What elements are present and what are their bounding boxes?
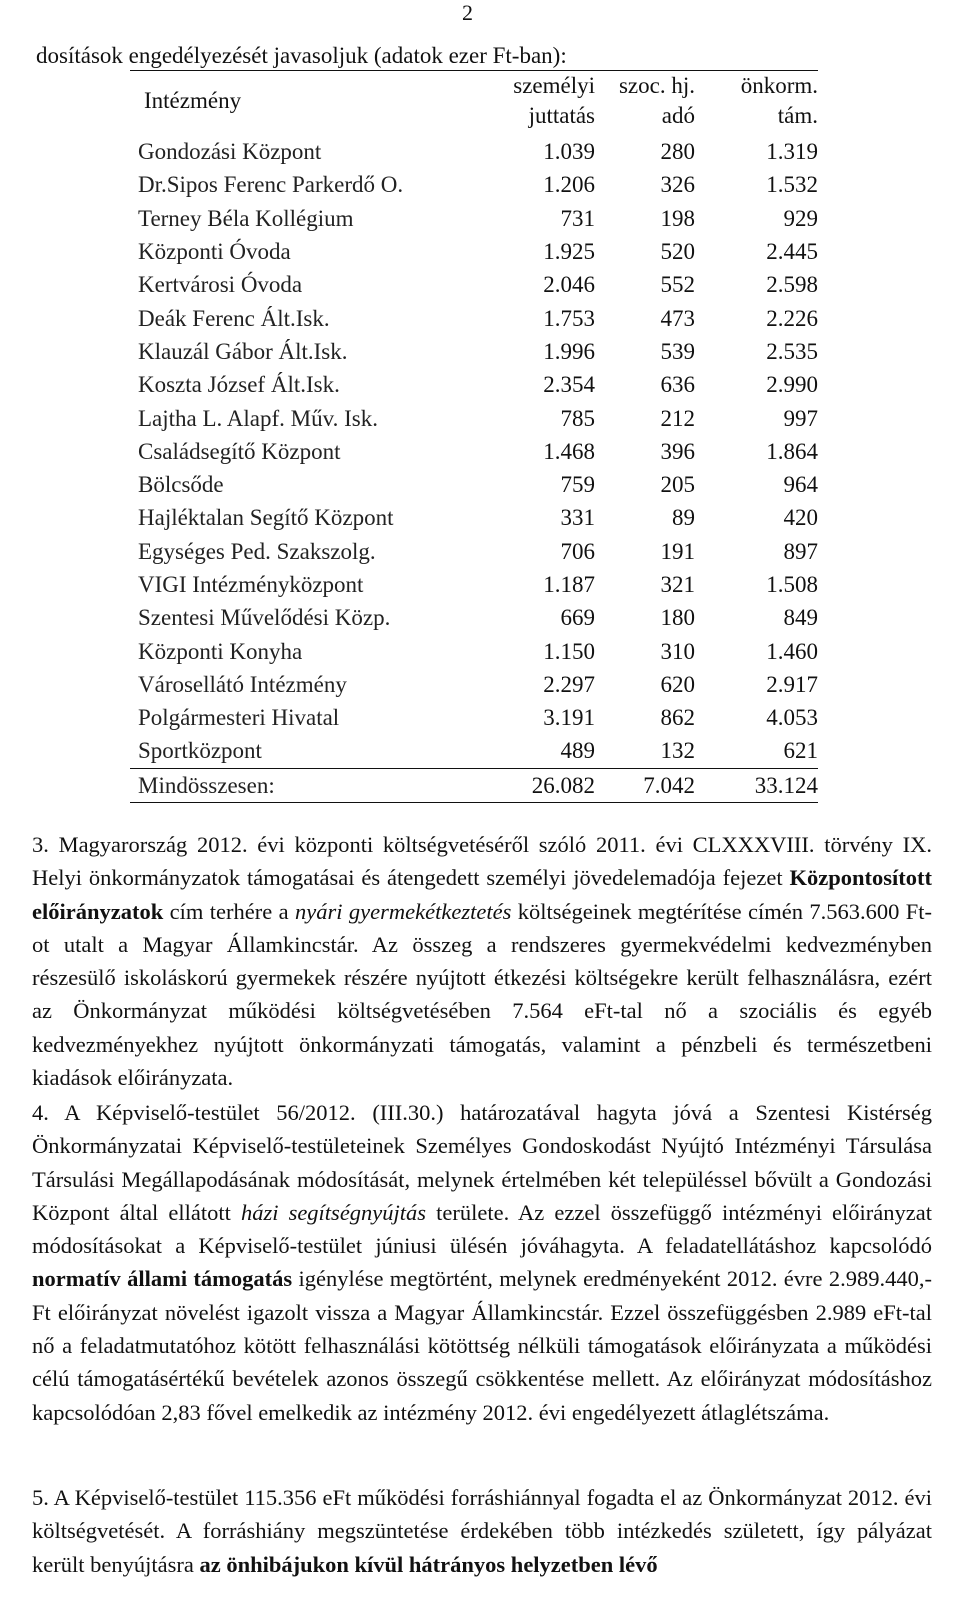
row-social-tax: 539: [660, 338, 695, 364]
table-row: [130, 501, 818, 534]
row-social-tax: 321: [660, 572, 695, 597]
row-municipal: 997: [783, 405, 818, 431]
row-municipal: 1.864: [766, 438, 818, 464]
row-municipal: 1.460: [766, 638, 818, 664]
row-municipal: 2.535: [766, 338, 818, 364]
total-label: Mindösszesen:: [130, 768, 498, 802]
row-personal: 3.191: [543, 705, 595, 731]
row-name: Központi Konyha: [138, 638, 303, 664]
section-4-paragraph: [32, 1096, 932, 1429]
row-personal: 1.468: [543, 438, 595, 464]
row-personal: 785: [560, 405, 595, 431]
row-municipal: 1.532: [766, 172, 818, 198]
row-name: Polgármesteri Hivatal: [138, 705, 340, 731]
section-4-text-1: 4. A Képviselő-testület 56/2012. (III.30.) határozatával hagyta jóvá a Szentesi Kistérség Önkormányzatai Képviselő-testületeinek Személyes Gondoskodást Nyújtó Intézményi Társulása Társulási Megállapodásának módosítását, melynek értelmében két településsel bővült a Gondozási Központ által ellátott: [32, 1100, 932, 1225]
section-5-paragraph: [32, 1481, 932, 1581]
table-row: [130, 734, 818, 768]
table-row: [130, 568, 818, 601]
header-municipal-support-line2: tám.: [777, 103, 818, 128]
row-social-tax: 205: [660, 472, 695, 498]
header-social-tax-line1: szoc. hj.: [618, 73, 695, 98]
row-name: Gondozási Központ: [138, 139, 322, 165]
table-row: [130, 301, 818, 334]
table-row: [130, 131, 818, 168]
row-social-tax: 396: [660, 438, 695, 464]
row-municipal: 964: [783, 472, 818, 498]
row-municipal: 1.508: [766, 572, 818, 597]
row-name: Központi Óvoda: [138, 239, 291, 265]
intro-text: dosítások engedélyezését javasoljuk (adatok ezer Ft-ban):: [36, 43, 567, 68]
row-personal: 706: [560, 538, 595, 564]
row-name: Lajtha L. Alapf. Műv. Isk.: [138, 405, 378, 431]
row-name: Hajléktalan Segítő Központ: [138, 505, 394, 531]
row-personal: 1.996: [543, 338, 595, 364]
table-row: [130, 335, 818, 368]
row-personal: 1.150: [543, 638, 595, 664]
row-social-tax: 180: [660, 605, 695, 631]
table-row: [130, 168, 818, 201]
row-municipal: 849: [783, 605, 818, 631]
table-row: [130, 235, 818, 268]
row-social-tax: 326: [660, 172, 695, 198]
row-municipal: 4.053: [766, 705, 818, 731]
header-personal-benefits: [498, 71, 595, 132]
row-social-tax: 552: [660, 272, 695, 298]
table-row: [130, 668, 818, 701]
row-name: Városellátó Intézmény: [138, 671, 347, 697]
row-social-tax: 191: [660, 538, 695, 564]
row-personal: 731: [560, 205, 595, 231]
section-4-text-3: igénylése megtörtént, melynek eredményeként 2012. évre 2.989.440,- Ft előirányzat növelést igazolt vissza a Magyar Államkincstár. Ezzel összefüggésben 2.989 eFt-tal nő a feladatmutatóhoz kötött felhasználási kötöttség nélküli támogatások előirányzata a működési célú támogatásértékű bevételek azonos összegű csökkentése mellett. Az előirányzat módosításhoz kapcsolódóan 2,83 fővel emelkedik az intézmény 2012. évi engedélyezett átlaglétszáma.: [32, 1266, 932, 1425]
table-total-row: [130, 768, 818, 802]
section-3-text-1: 3. Magyarország 2012. évi központi költségvetéséről szóló 2011. évi CLXXXVIII. törvény IX. Helyi önkormányzatok támogatásai és átengedett személyi jövedelemadója fejezet: [32, 832, 932, 891]
row-name: Koszta József Ált.Isk.: [138, 372, 340, 398]
row-social-tax: 473: [660, 305, 695, 331]
row-personal: 759: [560, 472, 595, 498]
header-municipal-support: [695, 71, 818, 132]
row-social-tax: 280: [660, 139, 695, 165]
page-number: 2: [462, 0, 473, 25]
row-personal: 1.206: [543, 172, 595, 198]
row-personal: 1.039: [543, 139, 595, 165]
section-3-paragraph: [32, 828, 932, 1094]
row-municipal: 2.990: [766, 372, 818, 398]
header-social-tax: [595, 71, 695, 132]
row-name: Deák Ferenc Ált.Isk.: [138, 305, 330, 331]
row-personal: 2.297: [543, 671, 595, 697]
row-municipal: 2.226: [766, 305, 818, 331]
total-personal: 26.082: [498, 768, 595, 802]
row-personal: 1.925: [543, 239, 595, 265]
row-name: Bölcsőde: [138, 472, 224, 498]
table-row: [130, 435, 818, 468]
section-4-bold-1: normatív állami támogatás: [32, 1266, 293, 1292]
row-name: Klauzál Gábor Ált.Isk.: [138, 338, 348, 364]
row-social-tax: 620: [660, 671, 695, 697]
header-personal-benefits-line2: juttatás: [528, 103, 595, 128]
row-name: Terney Béla Kollégium: [138, 205, 354, 231]
budget-table: [130, 70, 818, 803]
row-name: VIGI Intézményközpont: [138, 572, 364, 597]
table-row: [130, 634, 818, 667]
row-personal: 2.354: [543, 372, 595, 398]
row-name: Dr.Sipos Ferenc Parkerdő O.: [138, 172, 404, 198]
row-name: Sportközpont: [138, 738, 262, 764]
header-institution: Intézmény: [130, 71, 498, 132]
section-5-text-1: 5. A Képviselő-testület 115.356 eFt működési forráshiánnyal fogadta el az Önkormányzat 2012. évi költségvetését. A forráshiány megszüntetése érdekében több intézkedés született, így pályázat került benyújtásra: [32, 1485, 932, 1577]
section-5-bold-1: az önhibájukon kívül hátrányos helyzetben lévő: [199, 1551, 658, 1577]
row-social-tax: 862: [660, 705, 695, 731]
header-social-tax-line2: adó: [661, 103, 695, 128]
row-name: Családsegítő Központ: [138, 438, 341, 464]
row-personal: 1.187: [543, 572, 595, 597]
table-row: [130, 268, 818, 301]
total-social-tax: 7.042: [595, 768, 695, 802]
table-header-row: [130, 71, 818, 132]
row-personal: 1.753: [543, 305, 595, 331]
row-name: Szentesi Művelődési Közp.: [138, 605, 391, 631]
row-personal: 331: [560, 505, 595, 531]
row-personal: 2.046: [543, 272, 595, 298]
row-social-tax: 310: [660, 638, 695, 664]
header-personal-benefits-line1: személyi: [513, 73, 595, 98]
section-3-bold-1: Központosított előirányzatok: [32, 865, 932, 924]
row-municipal: 2.445: [766, 239, 818, 265]
row-social-tax: 89: [672, 505, 695, 531]
section-3-text-2: cím terhére a: [163, 898, 296, 924]
row-municipal: 621: [783, 738, 818, 764]
table-row: [130, 468, 818, 501]
header-municipal-support-line1: önkorm.: [740, 73, 818, 98]
total-municipal: 33.124: [695, 768, 818, 802]
row-personal: 489: [560, 738, 595, 764]
table-row: [130, 701, 818, 734]
row-name: Egységes Ped. Szakszolg.: [138, 538, 376, 564]
section-4-text-2: területe. Az ezzel összefüggő intézményi előirányzat módosításokat a Képviselő-testület júniusi ülésén jóváhagyta. A feladatellátáshoz kapcsolódó: [32, 1199, 932, 1259]
row-name: Kertvárosi Óvoda: [138, 272, 303, 298]
table-row: [130, 202, 818, 235]
table-row: [130, 368, 818, 401]
section-3-italic-1: nyári gyermekétkeztetés: [295, 898, 512, 924]
table-row: [130, 535, 818, 568]
row-personal: 669: [560, 605, 595, 631]
row-social-tax: 132: [660, 738, 695, 764]
row-social-tax: 520: [660, 239, 695, 265]
row-social-tax: 636: [660, 372, 695, 398]
row-municipal: 1.319: [766, 139, 818, 165]
row-municipal: 2.917: [766, 671, 818, 697]
table-row: [130, 401, 818, 434]
section-3-text-3: költségeinek megtérítése címén 7.563.600 Ft-ot utalt a Magyar Államkincstár. Az összeg a rendszeres gyermekvédelmi kedvezményben részesülő iskoláskorú gyermekek részére nyújtott étkezési költségekre került felhasználásra, ezért az Önkormányzat működési költségvetésében 7.564 eFt-tal nő a szociális és egyéb kedvezményekhez nyújtott önkormányzati támogatás, valamint a pénzbeli és természetbeni kiadások előirányzata.: [32, 898, 933, 1091]
row-social-tax: 212: [660, 405, 695, 431]
row-municipal: 929: [783, 205, 818, 231]
row-social-tax: 198: [660, 205, 695, 231]
row-municipal: 897: [783, 538, 818, 564]
row-municipal: 2.598: [766, 272, 818, 298]
table-row: [130, 601, 818, 634]
row-municipal: 420: [783, 505, 818, 531]
section-4-italic-1: házi segítségnyújtás: [240, 1199, 427, 1225]
